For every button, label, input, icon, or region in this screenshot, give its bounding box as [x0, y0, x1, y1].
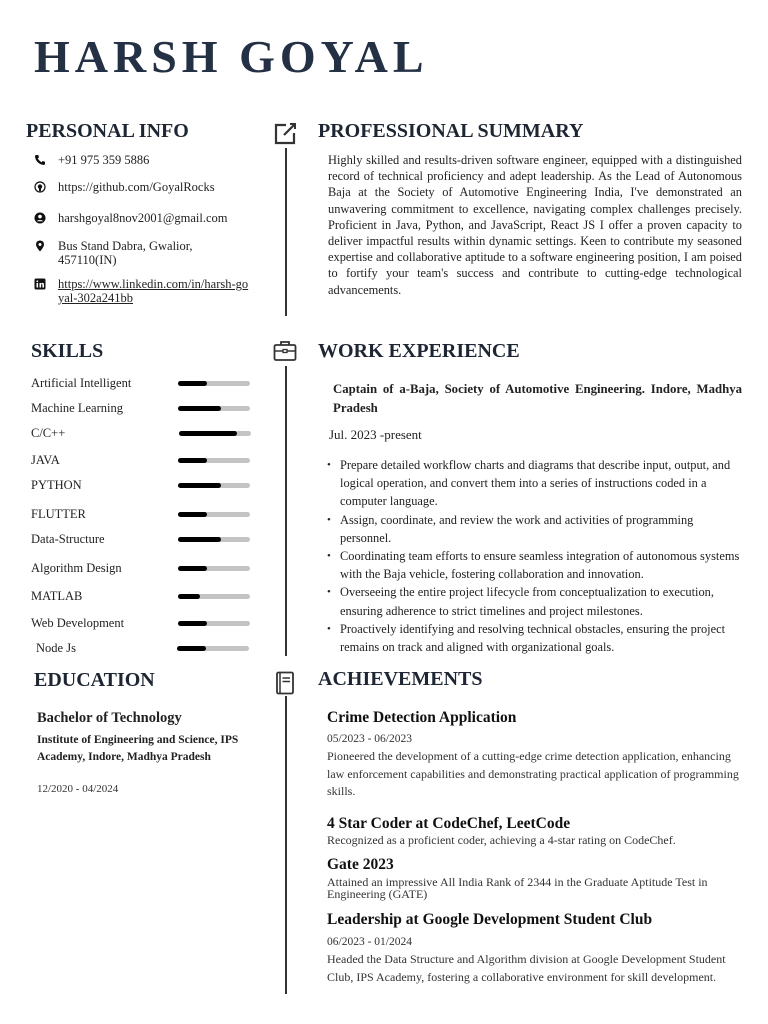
- skill-label: PYTHON: [31, 478, 82, 492]
- email-icon: [34, 212, 46, 224]
- skill-label: Node Js: [36, 641, 76, 655]
- timeline-achievements: [285, 696, 287, 994]
- job-bullet: • Overseeing the entire project lifecycle from conceptualization to execution, ensuring adherence to strict timelines and project milestones.: [325, 583, 745, 619]
- candidate-name: HARSH GOYAL: [34, 31, 429, 82]
- linkedin-link[interactable]: https://www.linkedin.com/in/harsh-goyal-302a241bb: [58, 277, 249, 305]
- skill-level-fill: [178, 566, 207, 571]
- skill-level-bar: [178, 483, 250, 488]
- github-icon: [34, 181, 46, 193]
- skill-level-fill: [177, 646, 206, 651]
- skill-label: Machine Learning: [31, 401, 123, 415]
- summary-heading: PROFESSIONAL SUMMARY: [318, 120, 584, 142]
- timeline-work: [285, 366, 287, 656]
- achievement-desc: Pioneered the development of a cutting-edge crime detection application, enhancing law enforcement capabilities and demonstrating practical application of programming skills.: [327, 749, 739, 798]
- achievement-title: Gate 2023: [327, 856, 394, 873]
- work-heading: WORK EXPERIENCE: [318, 340, 520, 362]
- skills-heading: SKILLS: [31, 340, 104, 362]
- briefcase-icon: [272, 338, 298, 364]
- degree: Bachelor of Technology: [37, 710, 182, 726]
- phone-icon: [34, 154, 46, 166]
- skill-level-fill: [178, 594, 200, 599]
- skill-label: Data-Structure: [31, 532, 105, 546]
- achievement-title: 4 Star Coder at CodeChef, LeetCode: [327, 815, 571, 832]
- skill-row: [31, 532, 256, 548]
- job-bullet: • Assign, coordinate, and review the work and activities of programming personnel.: [325, 511, 745, 547]
- skill-level-bar: [177, 646, 249, 651]
- job-bullets: [325, 456, 745, 656]
- job-bullet: • Proactively identifying and resolving technical obstacles, ensuring the project remains on track and aligned with organizational goals.: [325, 620, 745, 656]
- skill-level-bar: [178, 406, 250, 411]
- skill-label: MATLAB: [31, 589, 83, 603]
- email-text[interactable]: harshgoyal8nov2001@gmail.com: [58, 211, 228, 225]
- skill-label: C/C++: [31, 426, 66, 440]
- skill-level-fill: [179, 431, 237, 436]
- skill-level-bar: [179, 431, 251, 436]
- achievement-date: 06/2023 - 01/2024: [327, 936, 412, 948]
- skill-row: [31, 401, 256, 417]
- address-row: [34, 239, 238, 267]
- skill-label: FLUTTER: [31, 507, 86, 521]
- skill-label: Artificial Intelligent: [31, 376, 132, 390]
- email-row[interactable]: [34, 211, 258, 225]
- achievement-title: Leadership at Google Development Student Club: [327, 911, 653, 928]
- skill-label: JAVA: [31, 453, 60, 467]
- skill-level-fill: [178, 381, 207, 386]
- education-date: 12/2020 - 04/2024: [37, 783, 119, 795]
- achievement-desc: Recognized as a proficient coder, achieving a 4-star rating on CodeChef.: [327, 833, 676, 847]
- skill-level-fill: [178, 483, 221, 488]
- phone-text: +91 975 359 5886: [58, 153, 150, 167]
- skill-level-fill: [178, 512, 207, 517]
- edit-icon: [272, 121, 298, 147]
- job-date: Jul. 2023 -present: [329, 427, 422, 442]
- skill-level-fill: [178, 406, 221, 411]
- achievement-desc: Attained an impressive All India Rank of 2344 in the Graduate Aptitude Test in Engineering (GATE): [327, 875, 708, 901]
- phone-row: [34, 153, 258, 167]
- address-text: Bus Stand Dabra, Gwalior, 457110(IN): [58, 239, 193, 267]
- skill-row: [31, 641, 256, 657]
- personal-info-heading: PERSONAL INFO: [26, 120, 189, 142]
- skill-label: Web Development: [31, 616, 125, 630]
- skill-row: [31, 507, 256, 523]
- skill-row: [31, 376, 256, 392]
- skill-level-bar: [178, 381, 250, 386]
- github-row[interactable]: [34, 180, 258, 194]
- skill-level-bar: [178, 621, 250, 626]
- skill-level-fill: [178, 537, 221, 542]
- skill-row: [31, 589, 256, 605]
- skill-row: [31, 426, 256, 442]
- skill-level-bar: [178, 594, 250, 599]
- book-icon: [272, 670, 298, 696]
- job-bullet: • Coordinating team efforts to ensure seamless integration of autonomous systems with the Baja vehicle, fostering collaboration and innovation.: [325, 547, 745, 583]
- achievement-title: Crime Detection Application: [327, 709, 517, 726]
- skill-level-bar: [178, 512, 250, 517]
- skill-level-bar: [178, 458, 250, 463]
- location-icon: [34, 240, 46, 252]
- skill-row: [31, 478, 256, 494]
- github-link[interactable]: https://github.com/GoyalRocks: [58, 180, 215, 194]
- skill-level-bar: [178, 566, 250, 571]
- skill-level-bar: [178, 537, 250, 542]
- skill-row: [31, 616, 256, 632]
- achievement-date: 05/2023 - 06/2023: [327, 733, 412, 745]
- timeline-summary: [285, 148, 287, 316]
- skill-level-fill: [178, 621, 207, 626]
- linkedin-icon: [34, 278, 46, 290]
- skill-label: Algorithm Design: [31, 561, 122, 575]
- job-bullet: • Prepare detailed workflow charts and diagrams that describe input, output, and logical operation, and convert them into a series of instructions coded in a computer language.: [325, 456, 745, 511]
- job-title: Captain of a-Baja, Society of Automotive Engineering. Indore, Madhya Pradesh: [333, 382, 742, 415]
- achievement-desc: Headed the Data Structure and Algorithm division at Google Development Student Club, IPS Academy, fostering a collaborative environment for skill development.: [327, 952, 726, 984]
- skill-level-fill: [178, 458, 207, 463]
- achievements-heading: ACHIEVEMENTS: [318, 668, 483, 690]
- linkedin-row[interactable]: [34, 277, 253, 305]
- institute: Institute of Engineering and Science, IPS Academy, Indore, Madhya Pradesh: [37, 734, 239, 763]
- skill-row: [31, 453, 256, 469]
- education-heading: EDUCATION: [34, 669, 155, 691]
- summary-text: Highly skilled and results-driven software engineer, equipped with a distinguished record of technical proficiency and adept leadership. As the Lead of Autonomous Baja at the Society of Automotive Engineering India, I've demonstrated an unwavering commitment to excellence, navigating complex challenges precisely. Proficient in Java, Python, and JavaScript, React JS I offer a proven capacity to deliver impactful results within dynamic settings. Keen to contribute my seasoned expertise and collaborative aptitude to a software engineering position, I am poised to fortify your team's success and contribute to cutting-edge technological advancements.: [328, 153, 742, 297]
- skill-row: [31, 561, 256, 577]
